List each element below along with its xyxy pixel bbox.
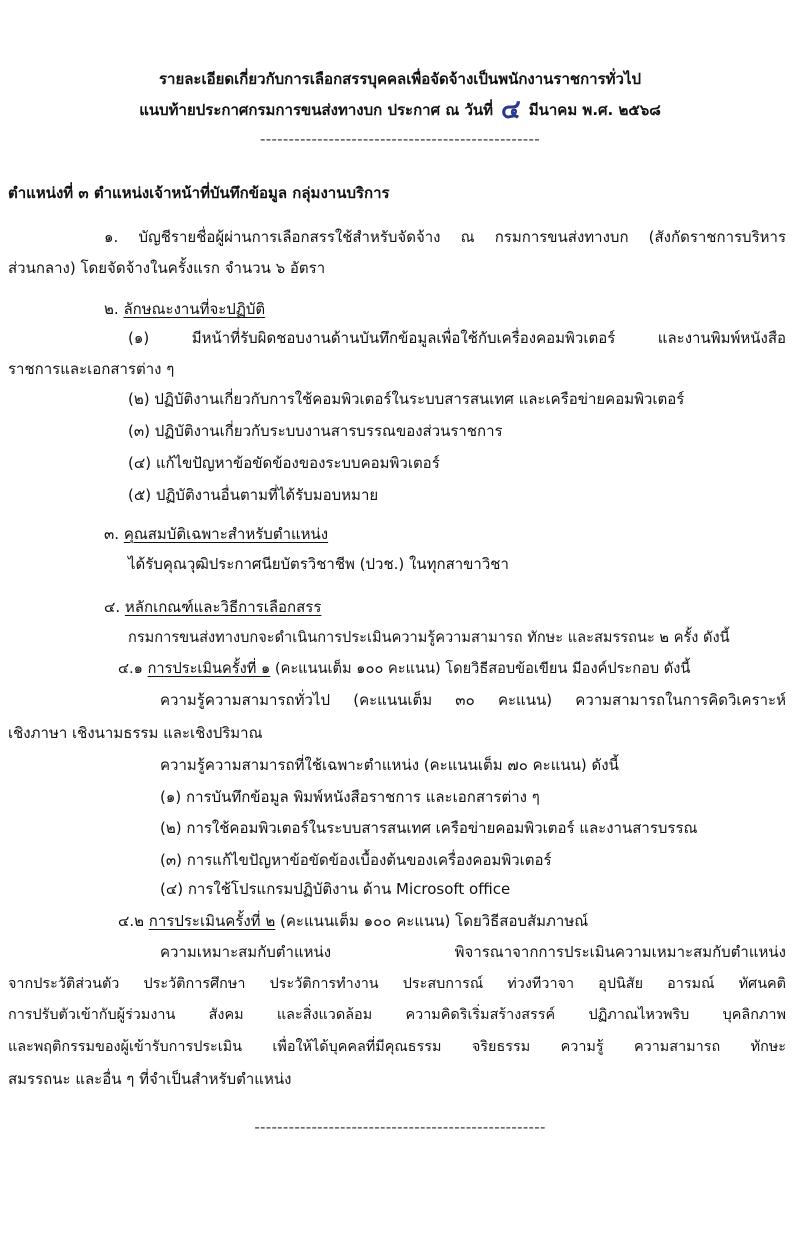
specific-knowledge-intro: ความรู้ความสามารถที่ใช้เฉพาะตำแหน่ง (คะแนนเต็ม ๗๐ คะแนน) ดังนี้: [160, 756, 619, 774]
section2-title: ลักษณะงานที่จะปฏิบัติ: [123, 300, 266, 318]
footer-divider: ---------------------------------------------------: [254, 1118, 546, 1136]
section4-1-heading: การประเมินครั้งที่ ๑: [147, 660, 271, 677]
section4-intro: กรมการขนส่งทางบกจะดำเนินการประเมินความรู้ความสามารถ ทักษะ และสมรรถนะ ๒ ครั้ง ดังนี้: [128, 629, 730, 646]
section2-item3: (๓) ปฏิบัติงานเกี่ยวกับระบบงานสารบรรณของส่วนราชการ: [128, 422, 503, 440]
section2-heading: [104, 298, 265, 320]
specific-item3: (๓) การแก้ไขปัญหาข้อขัดข้องเบื้องต้นของเครื่องคอมพิวเตอร์: [160, 851, 552, 869]
title-line2-prefix: แนบท้ายประกาศกรมการขนส่งทางบก ประกาศ ณ วันที่: [139, 101, 494, 119]
section1-line2: ส่วนกลาง) โดยจัดจ้างในครั้งแรก จำนวน ๖ อัตรา: [8, 259, 326, 277]
section4-2-heading: การประเมินครั้งที่ ๒: [148, 912, 276, 930]
section4-2-line: [118, 910, 588, 932]
section4-2-number: ๔.๒: [118, 912, 145, 930]
section3-heading: [104, 523, 328, 545]
position-heading: ตำแหน่งที่ ๓ ตำแหน่งเจ้าหน้าที่บันทึกข้อมูล กลุ่มงานบริการ: [8, 184, 390, 202]
interview-line4: และพฤติกรรมของผู้เข้ารับการประเมิน เพื่อให้ได้บุคคลที่มีคุณธรรม จริยธรรม ความรู้ ความสามารถ ทักษะ: [8, 1039, 786, 1055]
section2-number: ๒.: [104, 300, 119, 318]
section2-item1-line1: (๑) มีหน้าที่รับผิดชอบงานด้านบันทึกข้อมูลเพื่อใช้กับเครื่องคอมพิวเตอร์ และงานพิมพ์หนังสือ: [128, 329, 786, 347]
section2-item4: (๔) แก้ไขปัญหาข้อขัดข้องของระบบคอมพิวเตอร์: [128, 454, 440, 472]
interview-line5: สมรรถนะ และอื่น ๆ ที่จำเป็นสำหรับตำแหน่ง: [8, 1070, 292, 1088]
interview-line1: ความเหมาะสมกับตำแหน่ง พิจารณาจากการประเมินความเหมาะสมกับตำแหน่ง: [160, 943, 786, 961]
section4-title: หลักเกณฑ์และวิธีการเลือกสรร: [124, 598, 322, 616]
general-knowledge-line2: เชิงภาษา เชิงนามธรรม และเชิงปริมาณ: [8, 724, 263, 742]
specific-item4: (๔) การใช้โปรแกรมปฏิบัติงาน ด้าน Microsoft office: [160, 880, 511, 898]
interview-line2: จากประวัติส่วนตัว ประวัติการศึกษา ประวัติการทำงาน ประสบการณ์ ท่วงทีวาจา อุปนิสัย อารมณ์ ทัศนคติ: [8, 976, 786, 992]
section1-line1: ๑. บัญชีรายชื่อผู้ผ่านการเลือกสรรใช้สำหรับจัดจ้าง ณ กรมการขนส่งทางบก (สังกัดราชการบริหาร: [104, 228, 786, 246]
section4-number: ๔.: [104, 598, 121, 616]
header-divider: -------------------------------------------------: [260, 130, 540, 148]
section2-item1-line2: ราชการและเอกสารต่าง ๆ: [8, 360, 175, 378]
interview-line3: การปรับตัวเข้ากับผู้ร่วมงาน สังคม และสิ่งแวดล้อม ความคิดริเริ่มสร้างสรรค์ ปฏิภาณไหวพริบ บุคลิกภาพ: [8, 1007, 786, 1023]
section3-title: คุณสมบัติเฉพาะสำหรับตำแหน่ง: [123, 525, 329, 543]
specific-item2: (๒) การใช้คอมพิวเตอร์ในระบบสารสนเทศ เครือข่ายคอมพิวเตอร์ และงานสารบรรณ: [160, 819, 698, 837]
document-title-line1: รายละเอียดเกี่ยวกับการเลือกสรรบุคคลเพื่อจัดจ้างเป็นพนักงานราชการทั่วไป: [158, 70, 642, 88]
section3-number: ๓.: [104, 525, 120, 543]
section3-text: ได้รับคุณวุฒิประกาศนียบัตรวิชาชีพ (ปวช.) ในทุกสาขาวิชา: [128, 555, 509, 573]
section2-item2: (๒) ปฏิบัติงานเกี่ยวกับการใช้คอมพิวเตอร์ในระบบสารสนเทศ และเครือข่ายคอมพิวเตอร์: [128, 390, 685, 408]
section2-item5: (๕) ปฏิบัติงานอื่นตามที่ได้รับมอบหมาย: [128, 486, 379, 504]
title-line2-suffix: มีนาคม พ.ศ. ๒๕๖๘: [528, 101, 661, 119]
specific-item1: (๑) การบันทึกข้อมูล พิมพ์หนังสือราชการ และเอกสารต่าง ๆ: [160, 788, 540, 806]
section4-1-rest: (คะแนนเต็ม ๑๐๐ คะแนน) โดยวิธีสอบข้อเขียน มีองค์ประกอบ ดังนี้: [274, 660, 691, 677]
document-title-line2: [0, 95, 800, 125]
handwritten-day: ๔: [501, 95, 521, 125]
section4-heading: [104, 596, 321, 618]
general-knowledge-line1: ความรู้ความสามารถทั่วไป (คะแนนเต็ม ๓๐ คะแนน) ความสามารถในการคิดวิเคราะห์: [160, 691, 786, 709]
section4-2-rest: (คะแนนเต็ม ๑๐๐ คะแนน) โดยวิธีสอบสัมภาษณ์: [280, 912, 589, 930]
section4-1-line: [118, 658, 690, 680]
section4-1-number: ๔.๑: [118, 660, 143, 677]
